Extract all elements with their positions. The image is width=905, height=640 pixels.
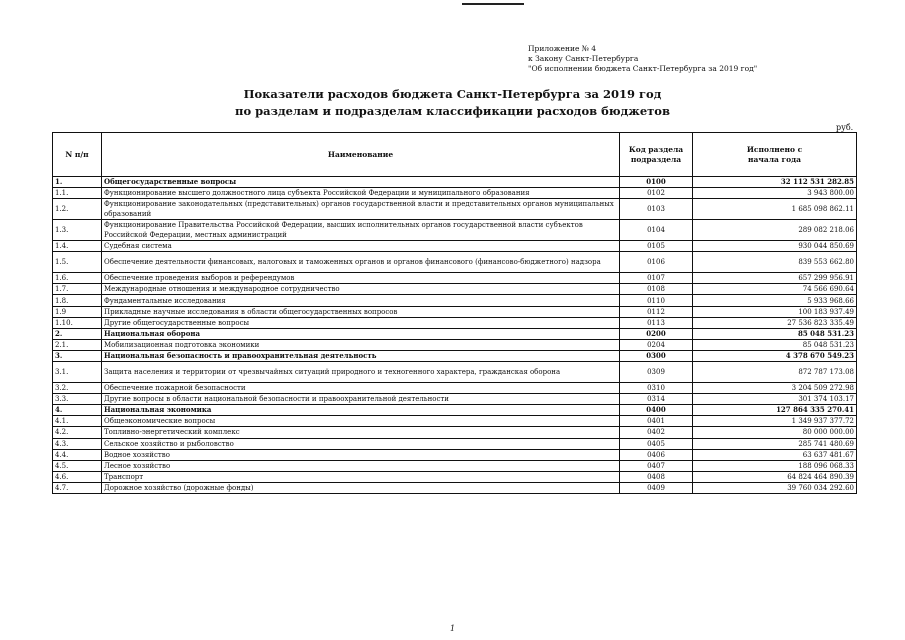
row-number: 1.7.	[53, 284, 102, 295]
row-name: Сельское хозяйство и рыболовство	[102, 438, 620, 449]
row-name: Национальная экономика	[102, 405, 620, 416]
row-amount: 85 048 531.23	[693, 339, 857, 350]
row-number: 4.2.	[53, 427, 102, 438]
header-executed: Исполнено с начала года	[693, 133, 857, 177]
row-amount: 27 536 823 335.49	[693, 317, 857, 328]
table-row	[53, 241, 857, 252]
table-row	[53, 427, 857, 438]
row-code: 0309	[620, 362, 693, 383]
table-row	[53, 306, 857, 317]
row-amount: 872 787 173.08	[693, 362, 857, 383]
row-amount: 1 349 937 377.72	[693, 416, 857, 427]
row-amount: 32 112 531 282.85	[693, 177, 857, 188]
row-amount: 127 864 335 270.41	[693, 405, 857, 416]
table-row	[53, 199, 857, 220]
row-amount: 63 637 481.67	[693, 449, 857, 460]
row-code: 0400	[620, 405, 693, 416]
annex-line-2: к Закону Санкт-Петербурга	[528, 54, 639, 63]
row-amount: 301 374 103.17	[693, 394, 857, 405]
table-row	[53, 449, 857, 460]
row-code: 0405	[620, 438, 693, 449]
row-number: 4.7.	[53, 482, 102, 493]
document-title: Показатели расходов бюджета Санкт-Петербурга за 2019 год	[243, 87, 662, 101]
row-code: 0408	[620, 471, 693, 482]
row-amount: 188 096 068.33	[693, 460, 857, 471]
header-name: Наименование	[102, 133, 620, 177]
document-subtitle: по разделам и подразделам классификации расходов бюджетов	[235, 104, 670, 118]
row-name: Водное хозяйство	[102, 449, 620, 460]
row-code: 0310	[620, 383, 693, 394]
row-number: 1.4.	[53, 241, 102, 252]
table-row	[53, 438, 857, 449]
row-name: Обеспечение пожарной безопасности	[102, 383, 620, 394]
table-row	[53, 177, 857, 188]
row-number: 3.3.	[53, 394, 102, 405]
table-row	[53, 416, 857, 427]
table-row	[53, 405, 857, 416]
row-number: 4.	[53, 405, 102, 416]
row-code: 0401	[620, 416, 693, 427]
row-name: Лесное хозяйство	[102, 460, 620, 471]
row-amount: 285 741 480.69	[693, 438, 857, 449]
table-row	[53, 317, 857, 328]
header-code: Код раздела подраздела	[620, 133, 693, 177]
row-name: Другие общегосударственные вопросы	[102, 317, 620, 328]
row-number: 1.5.	[53, 252, 102, 273]
row-code: 0204	[620, 339, 693, 350]
row-name: Обеспечение проведения выборов и референдумов	[102, 273, 620, 284]
table-row	[53, 471, 857, 482]
row-number: 3.1.	[53, 362, 102, 383]
row-code: 0300	[620, 350, 693, 361]
row-code: 0104	[620, 220, 693, 241]
row-amount: 5 933 968.66	[693, 295, 857, 306]
table-row	[53, 482, 857, 493]
annex-note	[528, 44, 757, 74]
row-code: 0103	[620, 199, 693, 220]
table-row	[53, 188, 857, 199]
row-name: Общегосударственные вопросы	[102, 177, 620, 188]
row-amount: 657 299 956.91	[693, 273, 857, 284]
row-code: 0409	[620, 482, 693, 493]
row-code: 0105	[620, 241, 693, 252]
header-num: N п/п	[53, 133, 102, 177]
row-number: 4.3.	[53, 438, 102, 449]
row-code: 0107	[620, 273, 693, 284]
row-name: Другие вопросы в области национальной безопасности и правоохранительной деятельности	[102, 394, 620, 405]
annex-line-1: Приложение № 4	[528, 44, 597, 53]
row-number: 1.3.	[53, 220, 102, 241]
row-amount: 74 566 690.64	[693, 284, 857, 295]
row-number: 2.	[53, 328, 102, 339]
table-row	[53, 295, 857, 306]
row-amount: 289 082 218.06	[693, 220, 857, 241]
row-amount: 64 824 464 890.39	[693, 471, 857, 482]
table-row	[53, 328, 857, 339]
row-amount: 39 760 034 292.60	[693, 482, 857, 493]
row-code: 0314	[620, 394, 693, 405]
row-name: Национальная оборона	[102, 328, 620, 339]
table-row	[53, 284, 857, 295]
row-name: Обеспечение деятельности финансовых, налоговых и таможенных органов и органов финансового (финансово-бюджетного) надзора	[102, 252, 620, 273]
top-rule	[462, 3, 524, 5]
row-number: 1.6.	[53, 273, 102, 284]
row-number: 4.4.	[53, 449, 102, 460]
row-code: 0113	[620, 317, 693, 328]
row-number: 1.1.	[53, 188, 102, 199]
row-amount: 85 048 531.23	[693, 328, 857, 339]
row-number: 3.2.	[53, 383, 102, 394]
table-row	[53, 460, 857, 471]
row-number: 1.10.	[53, 317, 102, 328]
table-header-row	[53, 133, 857, 177]
row-code: 0406	[620, 449, 693, 460]
row-name: Функционирование высшего должностного лица субъекта Российской Федерации и муниципального образования	[102, 188, 620, 199]
table-row	[53, 339, 857, 350]
unit-label: руб.	[836, 123, 854, 132]
row-name: Топливно-энергетический комплекс	[102, 427, 620, 438]
row-number: 4.1.	[53, 416, 102, 427]
row-amount: 3 204 509 272.98	[693, 383, 857, 394]
table-row	[53, 383, 857, 394]
row-name: Мобилизационная подготовка экономики	[102, 339, 620, 350]
row-code: 0100	[620, 177, 693, 188]
row-amount: 3 943 800.00	[693, 188, 857, 199]
row-name: Дорожное хозяйство (дорожные фонды)	[102, 482, 620, 493]
annex-line-3: "Об исполнении бюджета Санкт-Петербурга за 2019 год"	[528, 64, 758, 73]
table-row	[53, 362, 857, 383]
row-number: 2.1.	[53, 339, 102, 350]
row-code: 0407	[620, 460, 693, 471]
row-name: Защита населения и территории от чрезвычайных ситуаций природного и техногенного характера, гражданская оборона	[102, 362, 620, 383]
table-row	[53, 273, 857, 284]
row-name: Функционирование законодательных (представительных) органов государственной власти и представительных органов муниципальных образований	[102, 199, 620, 220]
row-number: 1.2.	[53, 199, 102, 220]
row-amount: 4 378 670 549.23	[693, 350, 857, 361]
row-name: Прикладные научные исследования в области общегосударственных вопросов	[102, 306, 620, 317]
row-number: 3.	[53, 350, 102, 361]
row-name: Фундаментальные исследования	[102, 295, 620, 306]
row-number: 4.5.	[53, 460, 102, 471]
row-amount: 1 685 098 862.11	[693, 199, 857, 220]
row-amount: 839 553 662.80	[693, 252, 857, 273]
row-code: 0106	[620, 252, 693, 273]
row-amount: 80 000 000.00	[693, 427, 857, 438]
row-code: 0402	[620, 427, 693, 438]
row-number: 4.6.	[53, 471, 102, 482]
row-number: 1.8.	[53, 295, 102, 306]
row-name: Общеэкономические вопросы	[102, 416, 620, 427]
row-code: 0108	[620, 284, 693, 295]
row-amount: 100 183 937.49	[693, 306, 857, 317]
row-code: 0102	[620, 188, 693, 199]
row-code: 0112	[620, 306, 693, 317]
expenditure-table	[52, 132, 857, 494]
row-number: 1.	[53, 177, 102, 188]
table-row	[53, 394, 857, 405]
table-row	[53, 220, 857, 241]
row-name: Функционирование Правительства Российской Федерации, высших исполнительных органов государственной власти субъектов Российской Федерации, местных администраций	[102, 220, 620, 241]
row-name: Национальная безопасность и правоохранительная деятельность	[102, 350, 620, 361]
table-row	[53, 350, 857, 361]
row-name: Транспорт	[102, 471, 620, 482]
row-name: Судебная система	[102, 241, 620, 252]
row-amount: 930 044 850.69	[693, 241, 857, 252]
page-number: 1	[450, 624, 456, 633]
table-body	[53, 177, 857, 494]
table-row	[53, 252, 857, 273]
row-number: 1.9	[53, 306, 102, 317]
row-name: Международные отношения и международное сотрудничество	[102, 284, 620, 295]
row-code: 0200	[620, 328, 693, 339]
row-code: 0110	[620, 295, 693, 306]
